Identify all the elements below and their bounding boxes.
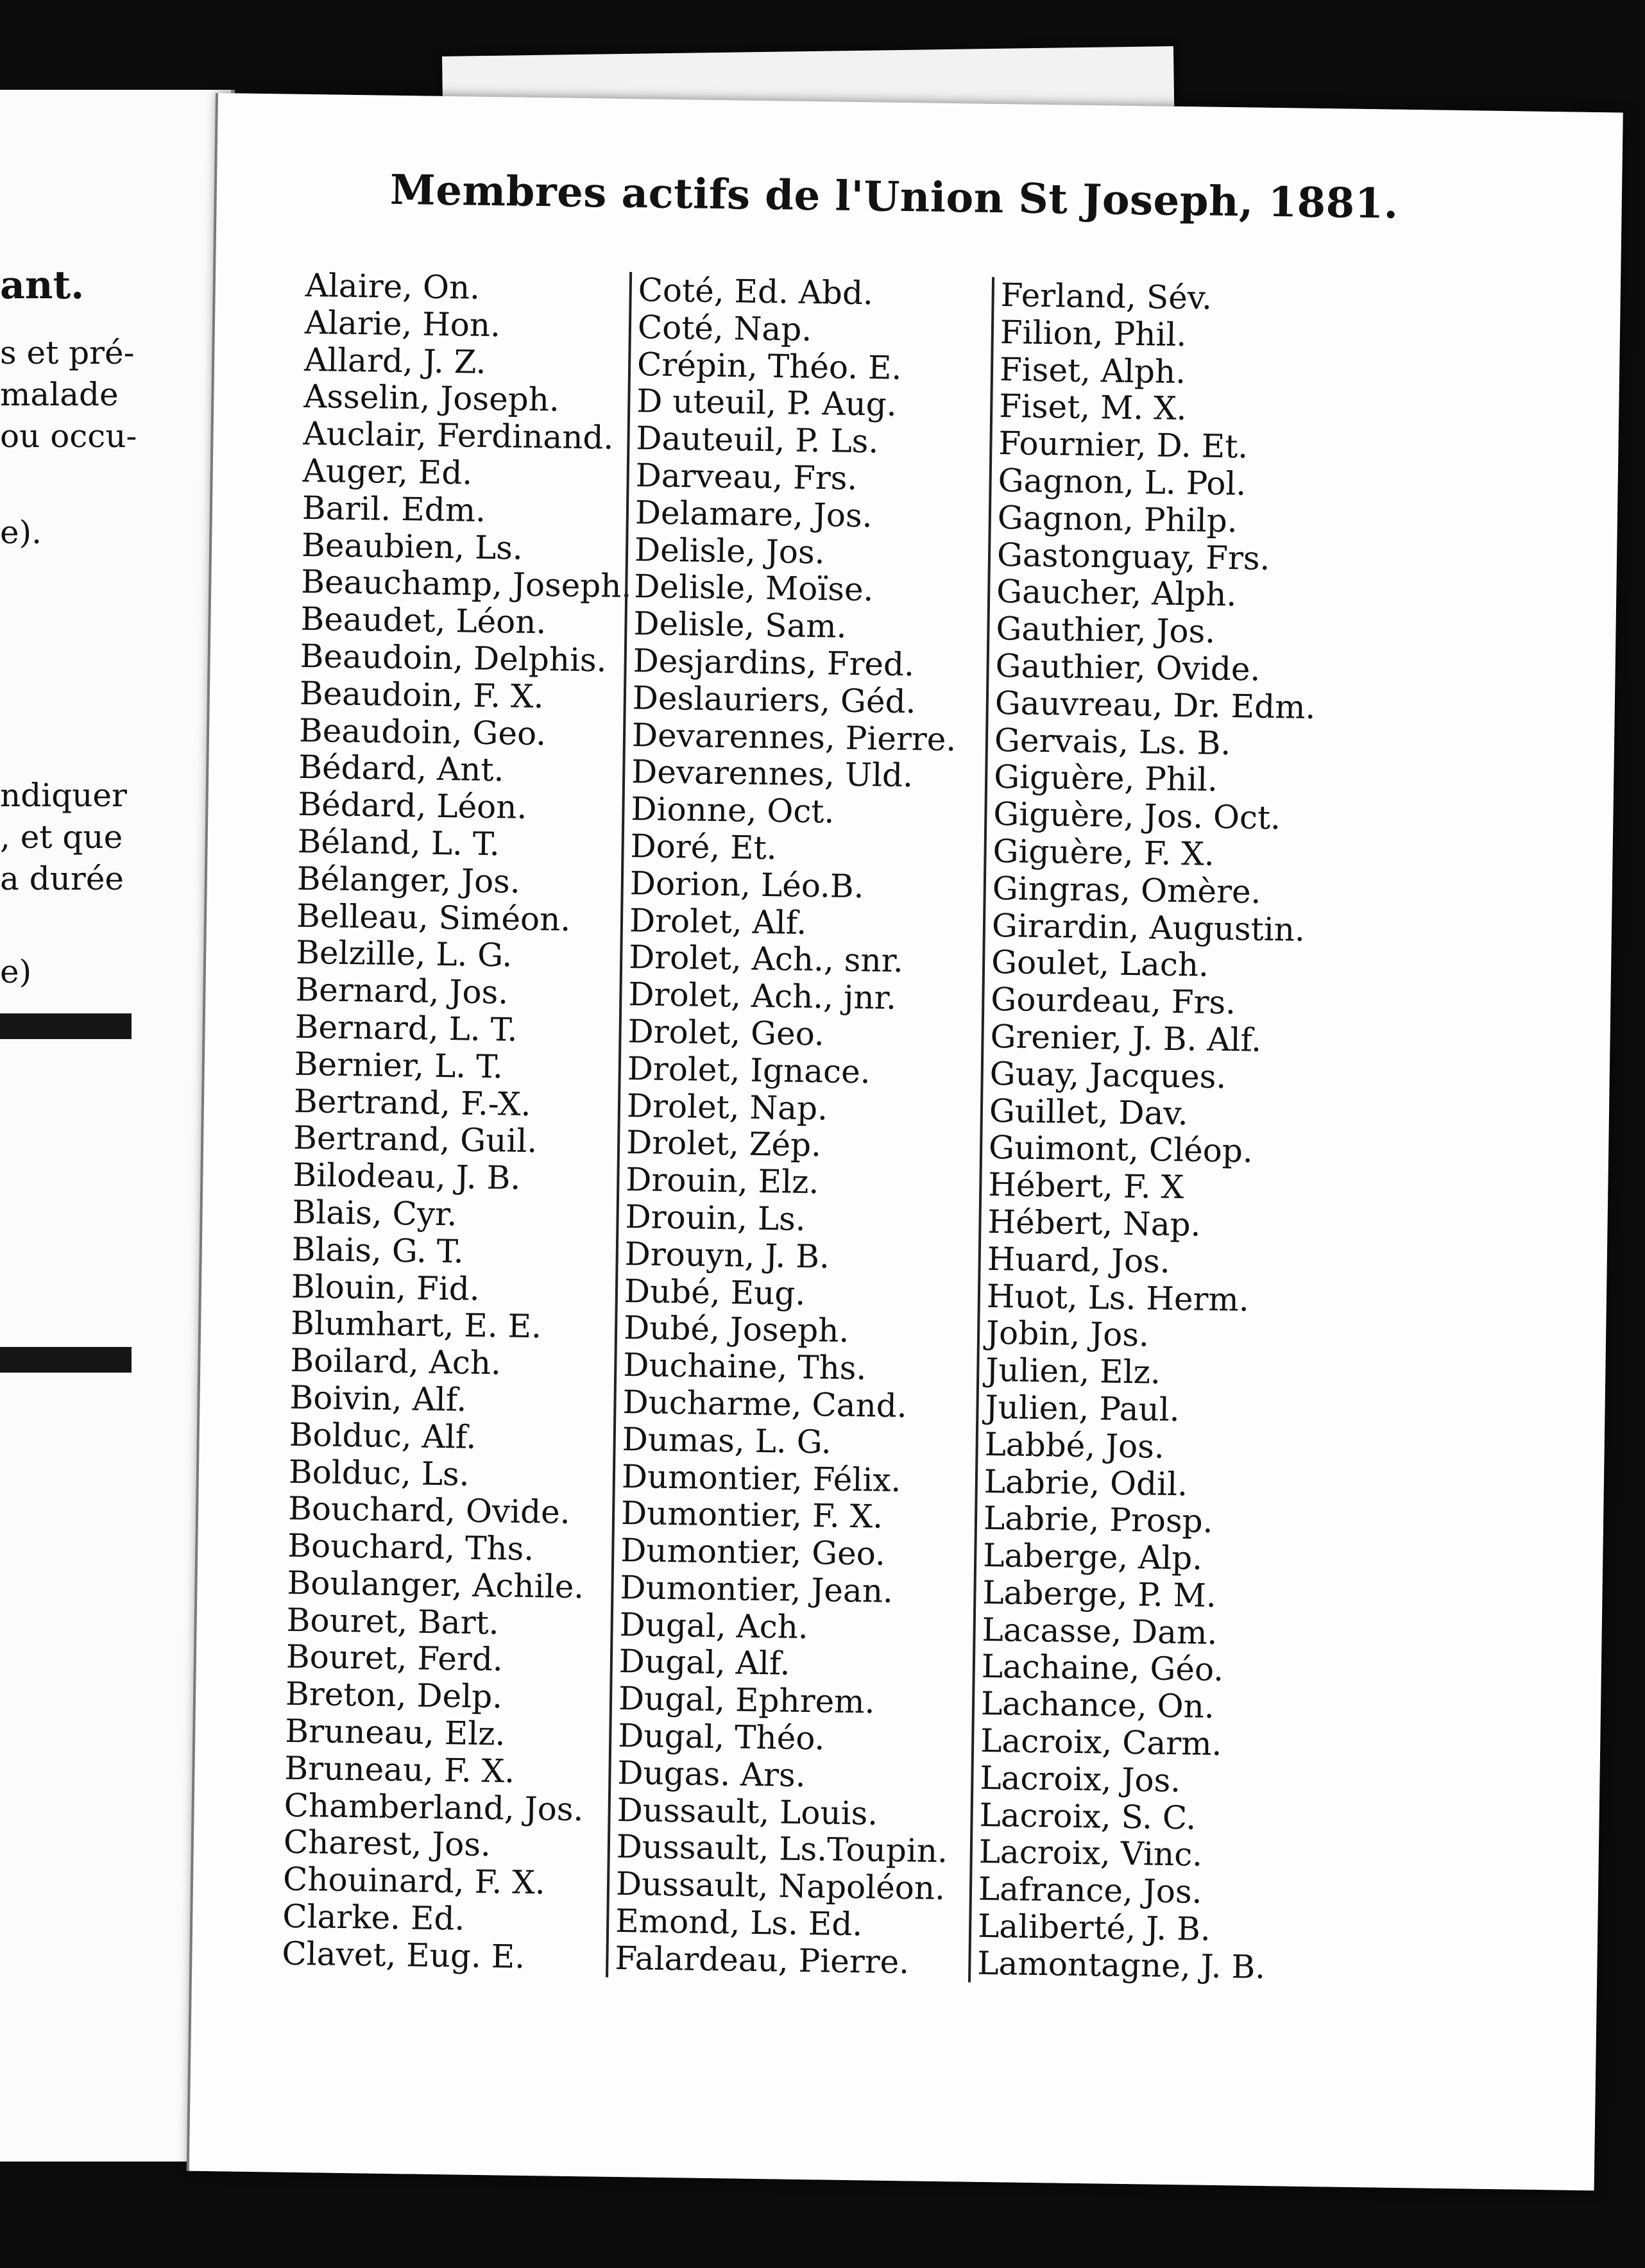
member-name: Bernier, L. T. xyxy=(294,1045,504,1086)
member-name: Allard, J. Z. xyxy=(303,341,486,381)
member-name: Julien, Paul. xyxy=(985,1388,1180,1429)
member-name: Crépin, Théo. E. xyxy=(636,345,902,387)
member-name: Devarennes, Uld. xyxy=(631,753,914,795)
member-name: Delisle, Sam. xyxy=(633,605,847,645)
member-name: Dubé, Joseph. xyxy=(623,1309,849,1350)
member-name: Filion, Phil. xyxy=(1000,313,1187,353)
member-name: Asselin, Joseph. xyxy=(303,378,560,419)
member-name: Huot, Ls. Herm. xyxy=(986,1277,1250,1319)
member-name: Bertrand, F.-X. xyxy=(293,1082,531,1123)
member-name: Boilard, Ach. xyxy=(290,1341,502,1382)
member-name: Beaudoin, Geo. xyxy=(298,711,547,752)
member-name: Lachaine, Géo. xyxy=(981,1648,1224,1689)
member-name: Dumas, L. G. xyxy=(622,1420,832,1461)
member-name: Dugal, Alf. xyxy=(618,1643,790,1683)
member-name: Bouret, Bart. xyxy=(286,1601,500,1642)
left-text-fragment: e). xyxy=(0,514,42,551)
member-name: Dumontier, Geo. xyxy=(620,1532,886,1573)
member-name: Gauthier, Ovide. xyxy=(995,647,1261,688)
member-name: Hébert, Nap. xyxy=(987,1203,1201,1244)
member-name: Girardin, Augustin. xyxy=(991,906,1306,949)
member-name: Duchaine, Ths. xyxy=(622,1346,867,1387)
member-name: Delisle, Moïse. xyxy=(633,568,874,609)
member-name: Ferland, Sév. xyxy=(1000,276,1213,317)
member-name: Dumontier, F. X. xyxy=(620,1494,883,1536)
member-name: Lamontagne, J. B. xyxy=(977,1944,1266,1986)
member-name: Dionne, Oct. xyxy=(631,790,835,831)
member-name: Bruneau, F. X. xyxy=(284,1749,515,1790)
member-name: Beauchamp, Joseph. xyxy=(300,563,632,605)
member-name: Guillet, Dav. xyxy=(989,1092,1189,1132)
member-name: Boivin, Alf. xyxy=(289,1378,467,1419)
member-name: Giguère, Phil. xyxy=(993,758,1218,799)
member-name: Fiset, Alph. xyxy=(999,350,1186,391)
member-name: Laliberté, J. B. xyxy=(977,1907,1211,1948)
member-name: Drolet, Nap. xyxy=(626,1087,828,1127)
member-name: Gaucher, Alph. xyxy=(996,573,1237,614)
member-name: Alarie, Hon. xyxy=(304,303,501,344)
name-column-2 xyxy=(606,272,969,1982)
member-name: Lacroix, Jos. xyxy=(980,1759,1181,1800)
member-name: Fiset, M. X. xyxy=(998,387,1187,428)
member-name: Devarennes, Pierre. xyxy=(631,716,957,758)
member-name: Beaudoin, Delphis. xyxy=(300,637,607,679)
member-name: Bertrand, Guil. xyxy=(293,1119,538,1160)
member-name: Grenier, J. B. Alf. xyxy=(990,1017,1262,1059)
member-name: Bédard, Ant. xyxy=(298,749,504,789)
left-text-fragment: ou occu- xyxy=(0,418,137,455)
member-name: Fournier, D. Et. xyxy=(998,425,1249,466)
member-name: Delisle, Jos. xyxy=(634,530,825,571)
member-name: Labrie, Odil. xyxy=(984,1462,1188,1503)
member-name: D uteuil, P. Aug. xyxy=(636,382,898,424)
left-text-fragment: s et pré- xyxy=(0,334,135,371)
member-name: Julien, Elz. xyxy=(985,1351,1161,1391)
member-name: Lacroix, S. C. xyxy=(979,1796,1197,1837)
member-name: Chouinard, F. X. xyxy=(282,1860,546,1902)
left-black-bar xyxy=(0,1347,132,1373)
member-name: Hébert, F. X xyxy=(987,1166,1184,1206)
member-name: Dugal, Ach. xyxy=(619,1605,809,1646)
member-name: Belzille, L. G. xyxy=(295,934,513,974)
member-name: Ducharme, Cand. xyxy=(622,1383,908,1425)
left-text-fragment: , et que xyxy=(0,818,123,856)
member-name: Dugal, Ephrem. xyxy=(618,1680,875,1721)
name-column-3 xyxy=(968,277,1322,1987)
member-name: Béland, L. T. xyxy=(297,822,500,863)
member-name: Dorion, Léo.B. xyxy=(629,864,864,905)
member-name: Dumontier, Félix. xyxy=(621,1457,901,1499)
member-name: Clarke. Ed. xyxy=(282,1897,465,1938)
member-name: Guay, Jacques. xyxy=(989,1054,1227,1096)
member-name: Dussault, Ls.Toupin. xyxy=(616,1828,948,1870)
member-name: Drolet, Ach., snr. xyxy=(628,938,904,980)
member-name: Charest, Jos. xyxy=(283,1824,491,1864)
left-text-fragment: ant. xyxy=(0,263,85,308)
page-title: Membres actifs de l'Union St Joseph, 1881. xyxy=(389,165,1399,228)
member-name: Dubé, Eug. xyxy=(624,1272,806,1312)
member-name: Beaudet, Léon. xyxy=(300,600,547,641)
member-name: Coté, Ed. Abd. xyxy=(638,271,874,312)
member-name: Dussault, Louis. xyxy=(617,1791,878,1832)
member-name: Emond, Ls. Ed. xyxy=(615,1902,863,1943)
member-name: Giguère, Jos. Oct. xyxy=(993,795,1281,837)
member-name: Goulet, Lach. xyxy=(991,944,1209,985)
member-name: Blais, G. T. xyxy=(291,1230,465,1271)
member-name: Gervais, Ls. B. xyxy=(994,721,1231,762)
member-name: Bruneau, Elz. xyxy=(284,1712,506,1753)
member-name: Beaubien, Ls. xyxy=(301,526,524,567)
member-name: Drolet, Ach., jnr. xyxy=(628,976,897,1017)
member-name: Gingras, Omère. xyxy=(992,869,1261,911)
member-name: Drolet, Geo. xyxy=(627,1012,825,1053)
name-column-1 xyxy=(282,267,636,1977)
member-name: Delamare, Jos. xyxy=(635,493,873,535)
member-name: Gagnon, Philp. xyxy=(997,498,1238,540)
member-name: Lacasse, Dam. xyxy=(982,1611,1218,1652)
member-name: Dumontier, Jean. xyxy=(620,1568,894,1610)
member-name: Gourdeau, Frs. xyxy=(990,981,1236,1022)
member-name: Guimont, Cléop. xyxy=(988,1129,1254,1171)
member-name: Auclair, Ferdinand. xyxy=(303,415,614,457)
member-name: Belleau, Siméon. xyxy=(296,897,571,938)
main-page xyxy=(189,93,1623,2190)
member-name: Drouyn, J. B. xyxy=(624,1235,830,1276)
member-name: Gastonguay, Frs. xyxy=(996,536,1270,577)
member-name: Bolduc, Alf. xyxy=(289,1416,477,1456)
member-name: Lacroix, Vinc. xyxy=(978,1833,1203,1874)
member-name: Bilodeau, J. B. xyxy=(293,1156,521,1197)
member-name: Lafrance, Jos. xyxy=(978,1870,1202,1911)
member-name: Boulanger, Achile. xyxy=(287,1564,584,1606)
member-name: Bouchard, Ths. xyxy=(287,1527,534,1568)
member-name: Blais, Cyr. xyxy=(292,1193,457,1233)
left-black-bar xyxy=(0,1013,132,1039)
member-name: Lachance, On. xyxy=(980,1685,1215,1726)
member-name: Falardeau, Pierre. xyxy=(615,1939,910,1981)
member-name: Laberge, Alp. xyxy=(982,1536,1203,1577)
member-name: Drolet, Ignace. xyxy=(627,1049,871,1091)
member-name: Labrie, Prosp. xyxy=(983,1500,1213,1541)
member-name: Clavet, Eug. E. xyxy=(282,1934,525,1976)
member-name: Chamberland, Jos. xyxy=(284,1786,584,1828)
member-name: Bolduc, Ls. xyxy=(288,1453,470,1493)
member-name: Bernard, L. T. xyxy=(294,1008,518,1049)
left-text-fragment: ndiquer xyxy=(0,777,127,814)
member-name: Bélanger, Jos. xyxy=(296,859,521,901)
member-name: Blumhart, E. E. xyxy=(290,1305,542,1346)
member-name: Dugas. Ars. xyxy=(617,1754,806,1794)
member-name: Dugal, Théo. xyxy=(617,1717,825,1757)
member-name: Doré, Et. xyxy=(630,827,778,867)
member-name: Drouin, Ls. xyxy=(625,1197,806,1238)
member-name: Deslauriers, Géd. xyxy=(632,679,916,721)
left-text-fragment: malade xyxy=(0,376,119,413)
member-name: Bédard, Léon. xyxy=(298,786,527,826)
member-name: Bouchard, Ovide. xyxy=(287,1490,571,1532)
member-name: Dussault, Napoléon. xyxy=(615,1865,946,1908)
member-name: Breton, Delp. xyxy=(285,1675,503,1716)
member-name: Laberge, P. M. xyxy=(982,1573,1217,1614)
member-name: Giguère, F. X. xyxy=(993,832,1215,873)
left-text-fragment: a durée xyxy=(0,860,124,897)
member-name: Drouin, Elz. xyxy=(626,1161,819,1201)
member-name: Dauteuil, P. Ls. xyxy=(636,419,879,461)
member-name: Desjardins, Fred. xyxy=(633,642,915,684)
member-name: Lacroix, Carm. xyxy=(980,1722,1222,1763)
member-name: Huard, Jos. xyxy=(987,1240,1171,1280)
member-name: Baril. Edm. xyxy=(302,489,486,529)
member-name: Darveau, Frs. xyxy=(635,457,858,497)
member-name: Labbé, Jos. xyxy=(984,1425,1165,1466)
member-name: Bernard, Jos. xyxy=(295,970,509,1011)
member-name: Alaire, On. xyxy=(305,266,481,307)
member-name: Gauthier, Jos. xyxy=(996,610,1216,650)
member-name: Jobin, Jos. xyxy=(985,1314,1150,1354)
member-name: Gauvreau, Dr. Edm. xyxy=(994,684,1316,726)
member-name: Bouret, Ferd. xyxy=(286,1638,504,1679)
left-text-fragment: e) xyxy=(0,953,32,990)
member-name: Coté, Nap. xyxy=(637,308,812,348)
member-name: Blouin, Fid. xyxy=(291,1267,481,1308)
member-name: Auger, Ed. xyxy=(302,452,473,492)
member-name: Drolet, Alf. xyxy=(629,901,807,942)
member-name: Drolet, Zép. xyxy=(626,1124,822,1164)
member-name: Beaudoin, F. X. xyxy=(299,674,544,715)
member-name: Gagnon, L. Pol. xyxy=(998,462,1247,503)
